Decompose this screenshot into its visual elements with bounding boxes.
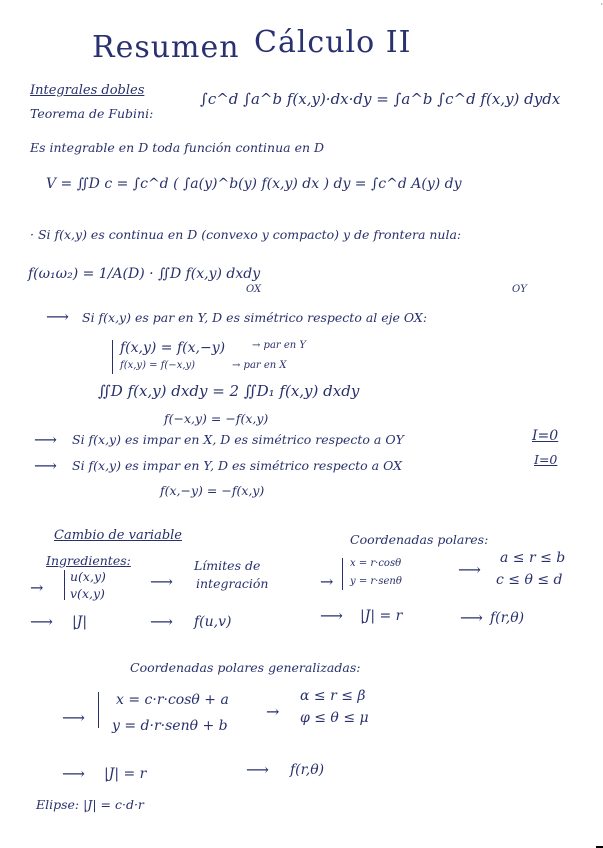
polar-f: f(r,θ) (490, 610, 525, 626)
polar-x: x = r·cosθ (350, 558, 402, 569)
heading-polares-generalizadas: Coordenadas polares generalizadas: (130, 660, 361, 675)
odd-y-result: I=0 (534, 452, 558, 467)
arrow-jacobian: ⟶ (30, 612, 53, 631)
volume-formula: V = ∬D c = ∫c^d ( ∫a(y)^b(y) f(x,y) dx ) dy = ∫c^d A(y) dy (46, 176, 462, 192)
u-function: u(x,y) (70, 569, 106, 584)
gen-polar-x: x = c·r·cosθ + a (116, 692, 229, 708)
arrow-polar-jac: ⟶ (320, 606, 343, 625)
gen-jacobian: |J| = r (104, 766, 147, 782)
page-title-right: Cálculo II (254, 25, 412, 60)
arrow-gen-jac: ⟶ (62, 764, 85, 783)
v-function: v(x,y) (70, 586, 105, 601)
heading-cambio-variable: Cambio de variable (54, 528, 183, 543)
polar-theta-range: c ≤ θ ≤ d (496, 572, 563, 588)
arrow-odd-x: ⟶ (34, 430, 57, 449)
arrow-polares-gen: ⟶ (62, 708, 85, 727)
sym-eq-even-x: f(x,y) = f(−x,y) (120, 360, 196, 371)
jacobian: |J| (72, 614, 88, 630)
arrow-gen-f: ⟶ (246, 760, 269, 779)
ingredientes-label: Ingredientes: (46, 553, 131, 568)
sym-eq-even-y-note: → par en Y (252, 340, 307, 351)
arrow-gen-range: → (266, 702, 280, 721)
heading-integrales-dobles: Integrales dobles (30, 83, 145, 98)
elipse-note: Elipse: |J| = c·d·r (36, 797, 144, 812)
axis-label-top-right: OY (512, 284, 527, 295)
odd-x-text: Si f(x,y) es impar en X, D es simétrico respecto a OY (72, 432, 404, 447)
axis-label-top-left: OX (246, 284, 262, 295)
heading-polares: Coordenadas polares: (350, 532, 489, 547)
symmetry-text: Si f(x,y) es par en Y, D es simétrico respecto al eje OX: (82, 310, 428, 325)
brace-polares-gen (98, 692, 99, 728)
arrow-polar-range: ⟶ (458, 560, 481, 579)
odd-y-text: Si f(x,y) es impar en Y, D es simétrico respecto a OX (72, 458, 403, 473)
odd-x-condition: f(−x,y) = −f(x,y) (164, 411, 269, 426)
page-title-left: Resumen (92, 30, 240, 65)
continuous-text: · Si f(x,y) es continua en D (convexo y compacto) y de frontera nula: (30, 227, 462, 242)
odd-y-condition: f(x,−y) = −f(x,y) (160, 483, 265, 498)
arrow-f-uv: ⟶ (150, 612, 173, 631)
polar-y: y = r·senθ (350, 576, 402, 587)
odd-x-result: I=0 (532, 428, 559, 444)
integracion-label: integración (196, 576, 269, 591)
f-uv: f(u,v) (194, 614, 232, 630)
symmetry-integral: ∬D f(x,y) dxdy = 2 ∬D₁ f(x,y) dxdy (98, 382, 360, 400)
polar-jacobian: |J| = r (360, 608, 403, 624)
gen-polar-y: y = d·r·senθ + b (112, 718, 228, 734)
gen-theta-range: φ ≤ θ ≤ μ (300, 710, 369, 726)
fubini-label: Teorema de Fubini: (30, 106, 154, 121)
brace-uv (64, 570, 65, 600)
arrow-odd-y: ⟶ (34, 456, 57, 475)
brace-polares (342, 558, 343, 590)
gen-r-range: α ≤ r ≤ β (300, 688, 366, 704)
arrow-symmetry: ⟶ (46, 307, 69, 326)
arrow-ingredientes: → (30, 578, 44, 597)
limites-label: Límites de (194, 558, 261, 573)
arrow-polares: → (320, 572, 334, 591)
arrow-polar-f: ⟶ (460, 608, 483, 627)
polar-r-range: a ≤ r ≤ b (500, 550, 566, 566)
integrable-text: Es integrable en D toda función continua en D (30, 140, 325, 155)
arrow-limites: ⟶ (150, 572, 173, 591)
corner-dot: · (600, 0, 603, 9)
mean-value-formula: f(ω₁ω₂) = 1/A(D) · ∬D f(x,y) dxdy (28, 266, 261, 282)
gen-f: f(r,θ) (290, 762, 325, 778)
fubini-formula: ∫c^d ∫a^b f(x,y)·dx·dy = ∫a^b ∫c^d f(x,y) dydx (200, 90, 561, 108)
sym-eq-even-y: f(x,y) = f(x,−y) (120, 340, 226, 356)
sym-eq-even-x-note: → par en X (232, 360, 287, 371)
brace-symmetry (112, 340, 113, 374)
